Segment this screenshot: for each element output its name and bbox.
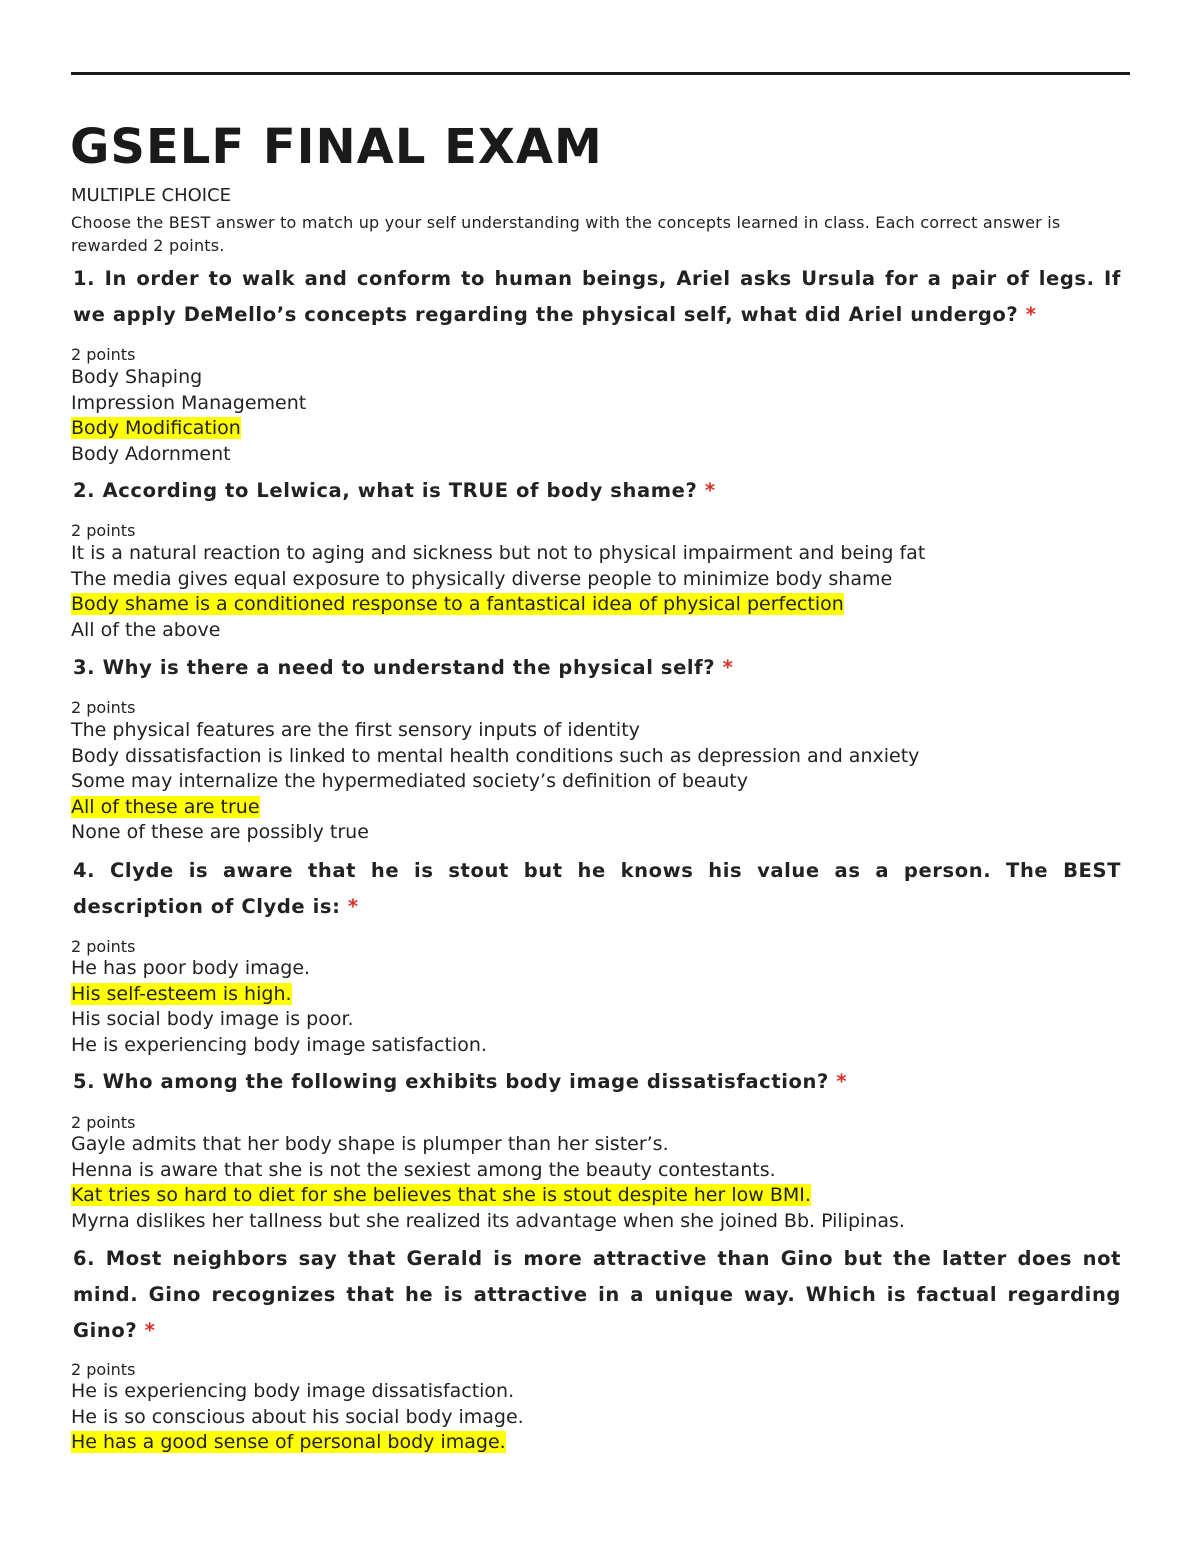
answer-option xyxy=(71,592,1131,618)
question-4 xyxy=(73,853,1121,925)
section-label: MULTIPLE CHOICE xyxy=(71,185,232,206)
correct-answer-text: His self-esteem is high. xyxy=(71,982,292,1005)
answer-option xyxy=(71,618,1131,644)
required-asterisk: * xyxy=(722,656,734,679)
answer-option-text: The media gives equal exposure to physically diverse people to minimize body shame xyxy=(71,567,893,590)
answer-option xyxy=(71,1379,1131,1405)
question-text: 1. In order to walk and conform to human beings, Ariel asks Ursula for a pair of legs. If we apply DeMello’s concepts regarding the physical self, what did Ariel undergo? xyxy=(73,267,1121,326)
points-label: 2 points xyxy=(71,1113,136,1132)
question-text: 3. Why is there a need to understand the physical self? xyxy=(73,656,716,679)
required-asterisk: * xyxy=(347,895,359,918)
answer-option-text: He has poor body image. xyxy=(71,957,311,979)
answer-option xyxy=(71,956,1131,982)
answer-option xyxy=(71,541,1131,567)
correct-answer-text: He has a good sense of personal body image. xyxy=(71,1431,506,1453)
required-asterisk: * xyxy=(144,1319,156,1342)
answer-option-text: His social body image is poor. xyxy=(71,1008,354,1030)
answer-option xyxy=(71,1158,1131,1184)
answer-option xyxy=(71,1033,1131,1059)
answer-option-text: All of the above xyxy=(71,618,221,641)
question-text: 5. Who among the following exhibits body image dissatisfaction? xyxy=(73,1070,829,1093)
answer-option-text: Impression Management xyxy=(71,391,307,414)
answer-option xyxy=(71,567,1131,593)
required-asterisk: * xyxy=(836,1070,848,1093)
question-6 xyxy=(73,1241,1121,1349)
answer-option-text: Henna is aware that she is not the sexiest among the beauty contestants. xyxy=(71,1158,776,1181)
instructions: Choose the BEST answer to match up your self understanding with the concepts learned in class. Each correct answer is rewarded 2 points. xyxy=(71,213,1061,255)
points-label: 2 points xyxy=(71,698,136,717)
answer-option xyxy=(71,1132,1131,1158)
options-list xyxy=(71,1132,1131,1234)
answer-option xyxy=(71,365,1131,391)
points-label: 2 points xyxy=(71,1360,136,1379)
answer-option-text: He is experiencing body image satisfaction. xyxy=(71,1033,487,1056)
answer-option xyxy=(71,769,1131,795)
options-list xyxy=(71,541,1131,643)
answer-option-text: Body Adornment xyxy=(71,442,231,465)
question-text: 2. According to Lelwica, what is TRUE of body shame? xyxy=(73,479,698,502)
required-asterisk: * xyxy=(704,479,716,502)
answer-option xyxy=(71,416,1131,442)
question-2 xyxy=(73,473,1121,509)
correct-answer-text: All of these are true xyxy=(71,795,260,818)
answer-option xyxy=(71,820,1131,846)
question-1 xyxy=(73,261,1121,333)
required-asterisk: * xyxy=(1025,303,1037,326)
correct-answer-text: Kat tries so hard to diet for she believes that she is stout despite her low BMI. xyxy=(71,1184,811,1206)
points-label: 2 points xyxy=(71,521,136,540)
answer-option-text: Body Shaping xyxy=(71,366,203,388)
answer-option xyxy=(71,442,1131,468)
options-list xyxy=(71,365,1131,467)
answer-option xyxy=(71,1430,1131,1456)
correct-answer-text: Body shame is a conditioned response to a fantastical idea of physical perfection xyxy=(71,593,844,615)
page-title: GSELF FINAL EXAM xyxy=(70,119,603,175)
answer-option xyxy=(71,1405,1131,1431)
question-text: 6. Most neighbors say that Gerald is more attractive than Gino but the latter does not mind. Gino recognizes that he is attractive in a unique way. Which is factual regarding Gino? xyxy=(73,1247,1121,1342)
answer-option xyxy=(71,391,1131,417)
correct-answer-text: Body Modification xyxy=(71,417,241,439)
answer-option xyxy=(71,1209,1131,1235)
question-3 xyxy=(73,650,1121,686)
answer-option-text: Body dissatisfaction is linked to mental health conditions such as depression and anxiety xyxy=(71,744,920,767)
answer-option-text: Some may internalize the hypermediated society’s definition of beauty xyxy=(71,770,748,792)
points-label: 2 points xyxy=(71,937,136,956)
answer-option-text: It is a natural reaction to aging and sickness but not to physical impairment and being fat xyxy=(71,542,926,564)
options-list xyxy=(71,956,1131,1058)
answer-option xyxy=(71,1183,1131,1209)
answer-option xyxy=(71,982,1131,1008)
answer-option-text: Gayle admits that her body shape is plumper than her sister’s. xyxy=(71,1133,669,1155)
options-list xyxy=(71,718,1131,846)
answer-option-text: The physical features are the first sensory inputs of identity xyxy=(71,719,640,741)
answer-option-text: He is experiencing body image dissatisfaction. xyxy=(71,1380,515,1402)
points-label: 2 points xyxy=(71,345,136,364)
answer-option xyxy=(71,795,1131,821)
answer-option xyxy=(71,744,1131,770)
answer-option-text: He is so conscious about his social body image. xyxy=(71,1405,524,1428)
answer-option xyxy=(71,718,1131,744)
answer-option-text: Myrna dislikes her tallness but she realized its advantage when she joined Bb. Pilipinas. xyxy=(71,1209,905,1232)
options-list xyxy=(71,1379,1131,1456)
answer-option-text: None of these are possibly true xyxy=(71,821,369,843)
answer-option xyxy=(71,1007,1131,1033)
question-text: 4. Clyde is aware that he is stout but he knows his value as a person. The BEST description of Clyde is: xyxy=(73,859,1121,918)
question-5 xyxy=(73,1064,1121,1100)
top-rule xyxy=(71,72,1130,75)
